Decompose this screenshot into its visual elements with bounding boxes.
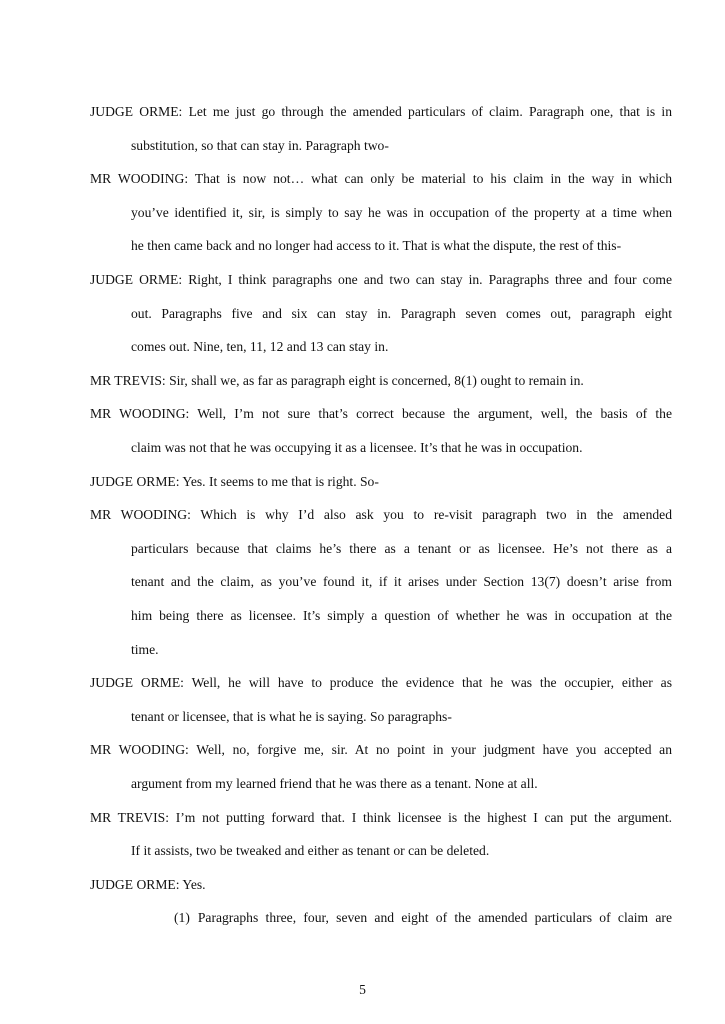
- speaker-name: JUDGE ORME:: [90, 104, 183, 119]
- speech-continuation-line: [131, 440, 672, 456]
- speech-text: That is now not… what can only be material to his claim in the way in which: [194, 171, 672, 187]
- speech-text: tenant or licensee, that is what he is saying. So paragraphs-: [131, 708, 452, 724]
- speaker-name: MR WOODING:: [90, 171, 189, 187]
- speech-text: Yes. It seems to me that is right. So-: [182, 473, 379, 489]
- speech-continuation-line: [131, 238, 672, 254]
- speech-continuation-line: [131, 574, 672, 594]
- speech-text: comes out. Nine, ten, 11, 12 and 13 can stay in.: [131, 339, 389, 355]
- speech-text: Let me just go through the amended particulars of claim. Paragraph one, that is in: [188, 104, 672, 119]
- speech-continuation-line: [131, 776, 672, 792]
- speech-first-line: [90, 171, 672, 191]
- speech-first-line: [90, 742, 672, 762]
- speech-text: Well, he will have to produce the evidence that he was the occupier, either as: [191, 675, 672, 691]
- speech-first-line: [90, 104, 672, 124]
- order-item: [174, 910, 672, 926]
- speech-text: argument from my learned friend that he was there as a tenant. None at all.: [131, 776, 538, 791]
- speech-continuation-line: [131, 843, 672, 859]
- page-number: 5: [359, 982, 366, 997]
- speech-text: Sir, shall we, as far as paragraph eight is concerned, 8(1) ought to remain in.: [169, 372, 584, 388]
- speaker-name: MR WOODING:: [90, 742, 189, 758]
- speech-first-line: [90, 272, 672, 292]
- speech-text: he then came back and no longer had access to it. That is what the dispute, the rest of this-: [131, 238, 622, 254]
- speech-first-line: [90, 507, 672, 527]
- speech-first-line: [90, 810, 672, 830]
- speech-text: Right, I think paragraphs one and two can stay in. Paragraphs three and four come: [188, 272, 672, 287]
- speech-text: claim was not that he was occupying it as a licensee. It’s that he was in occupation.: [131, 440, 583, 455]
- speech-text: I’m not putting forward that. I think licensee is the highest I can put the argument.: [175, 809, 672, 825]
- speech-continuation-line: [131, 306, 672, 326]
- speech-continuation-line: [131, 138, 672, 154]
- speech-text: you’ve identified it, sir, is simply to say he was in occupation of the property at a time when: [131, 204, 672, 220]
- speech-first-line: [90, 406, 672, 426]
- speech-text: time.: [131, 641, 159, 657]
- speaker-name: MR WOODING:: [90, 406, 190, 422]
- speech-text: particulars because that claims he’s there as a tenant or as licensee. He’s not there as a: [131, 540, 672, 556]
- speaker-name: MR TREVIS:: [90, 372, 166, 388]
- speaker-name: JUDGE ORME:: [90, 675, 184, 691]
- speech-text: Well, I’m not sure that’s correct because the argument, well, the basis of the: [197, 406, 672, 422]
- speech-text: Which is why I’d also ask you to re-visit paragraph two in the amended: [200, 507, 672, 523]
- speech-text: tenant and the claim, as you’ve found it, if it arises under Section 13(7) doesn’t arise from: [131, 574, 672, 590]
- speech-text: Well, no, forgive me, sir. At no point in your judgment have you accepted an: [196, 742, 672, 758]
- speaker-name: JUDGE ORME:: [90, 272, 183, 287]
- speech-first-line: [90, 675, 672, 695]
- speaker-name: MR TREVIS:: [90, 809, 169, 825]
- speech-text: If it assists, two be tweaked and either as tenant or can be deleted.: [131, 843, 490, 859]
- speech-continuation-line: [131, 339, 672, 355]
- speech-text: substitution, so that can stay in. Paragraph two-: [131, 137, 389, 153]
- speech-continuation-line: [131, 608, 672, 628]
- speech-continuation-line: [131, 541, 672, 561]
- speaker-name: JUDGE ORME:: [90, 876, 180, 892]
- order-item-text: Paragraphs three, four, seven and eight of the amended particulars of claim are: [197, 910, 672, 925]
- speech-text: Yes.: [182, 876, 206, 892]
- order-item-number: (1): [174, 910, 190, 925]
- speech-continuation-line: [131, 205, 672, 225]
- speech-text: out. Paragraphs five and six can stay in. Paragraph seven comes out, paragraph eight: [131, 305, 672, 321]
- speech-first-line: [90, 373, 672, 389]
- speaker-name: MR WOODING:: [90, 507, 191, 523]
- speech-first-line: [90, 474, 672, 490]
- speaker-name: JUDGE ORME:: [90, 473, 180, 489]
- speech-first-line: [90, 877, 672, 893]
- speech-continuation-line: [131, 709, 672, 725]
- speech-continuation-line: [131, 642, 672, 658]
- speech-text: him being there as licensee. It’s simply a question of whether he was in occupation at the: [131, 608, 672, 623]
